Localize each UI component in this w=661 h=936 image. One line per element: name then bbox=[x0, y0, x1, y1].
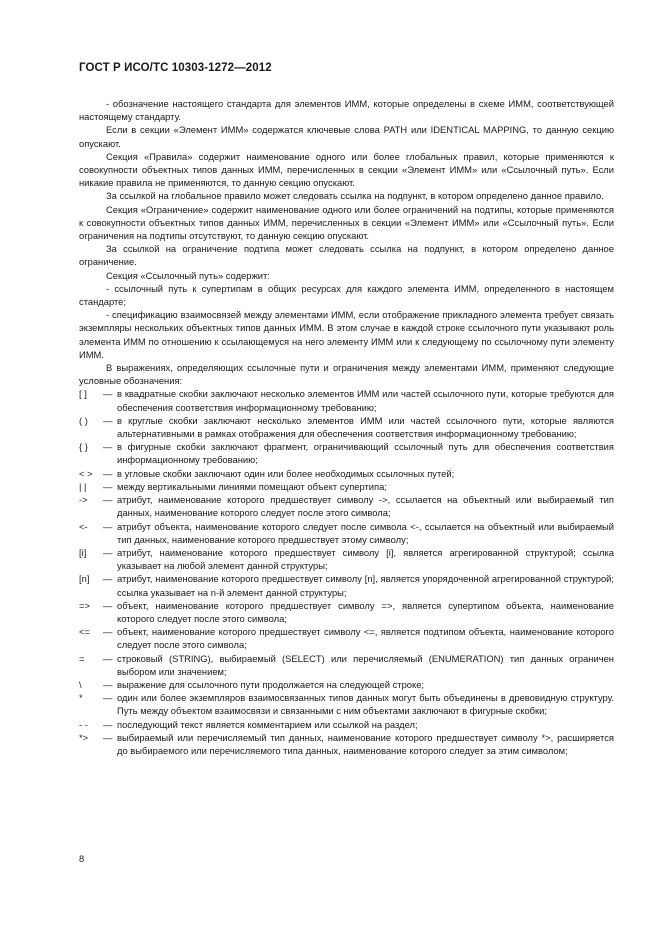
notation-dash: — bbox=[103, 480, 113, 492]
document-body bbox=[79, 97, 614, 757]
notation-text: между вертикальными линиями помещают объект супертипа; bbox=[117, 480, 387, 492]
paragraph: Секция «Правила» содержит наименование одного или более глобальных правил, которые применяются к совокупности объектных типов данных ИММ, перечисленных в секции «Элемент ИММ» или «Ссылочный путь». Если никакие правила не применяются, то данную секцию опускают. bbox=[79, 150, 614, 189]
notation-item bbox=[79, 572, 614, 598]
paragraph: - спецификацию взаимосвязей между элементами ИММ, если отображение прикладного элемента требует связать экземпляры нескольких объектных типов данных ИММ. В этом случае в каждой строке ссылочного пути указывают роль элемента ИММ по отношению к ссылающемуся на него элементу ИММ или к следующему по ссылочному пути элементу ИММ. bbox=[79, 309, 614, 360]
notation-item bbox=[79, 520, 614, 546]
notation-item bbox=[79, 480, 614, 493]
notation-text: один или более экземпляров взаимосвязанных типов данных могут быть объединены в древовидную структуру. Путь между объектом взаимосвязи и связанными с ним объектами заключают в фигурные скобки; bbox=[117, 692, 614, 717]
paragraph: Секция «Ссылочный путь» содержит: bbox=[106, 269, 270, 281]
notation-text: выбираемый или перечисляемый тип данных, наименование которого предшествует символу *>, расширяется до выбираемого или перечисляемого типа данных, наименование которого следует за этим символом; bbox=[117, 731, 614, 756]
notation-text: в круглые скобки заключают несколько элементов ИММ или частей ссылочного пути, которые являются альтернативными в рамках отображения для обеспечения соответствия информационному требованию; bbox=[117, 414, 614, 440]
notation-dash: — bbox=[103, 652, 113, 664]
notation-text: строковый (STRING), выбираемый (SELECT) или перечисляемый (ENUMERATION) тип данных ограничен выбором или значением; bbox=[117, 652, 614, 677]
notation-symbol: *> bbox=[79, 731, 89, 743]
paragraph: - обозначение настоящего стандарта для элементов ИММ, которые определены в схеме ИММ, соответствующей настоящему стандарту. bbox=[79, 98, 614, 123]
notation-dash: — bbox=[103, 520, 113, 532]
paragraph: Если в секции «Элемент ИММ» содержатся ключевые слова PATH или IDENTICAL MAPPING, то данную секцию опускают. bbox=[79, 124, 614, 149]
notation-text: атрибут, наименование которого предшествует символу [i], является агрегированной структурой; ссылка указывает на любой элемент данной структуры; bbox=[117, 546, 614, 572]
notation-symbol: - - bbox=[79, 718, 88, 730]
notation-item bbox=[79, 387, 614, 413]
notation-dash: — bbox=[103, 467, 113, 479]
notation-dash: — bbox=[103, 692, 113, 704]
paragraph: За ссылкой на ограничение подтипа может следовать ссылка на подпункт, в котором определено данное ограничение. bbox=[79, 243, 614, 268]
notation-text: атрибут, наименование которого предшествует символу ->, ссылается на объектный или выбираемый тип данных, наименование которого следует после этого символа; bbox=[117, 494, 614, 519]
notation-list bbox=[79, 387, 614, 757]
notation-symbol: { } bbox=[79, 441, 88, 453]
notation-item bbox=[79, 467, 614, 480]
notation-symbol: = bbox=[79, 652, 85, 664]
notation-dash: — bbox=[103, 494, 113, 506]
notation-symbol: -> bbox=[79, 494, 88, 506]
notation-symbol: | | bbox=[79, 480, 87, 492]
notation-item bbox=[79, 414, 614, 440]
notation-dash: — bbox=[103, 414, 113, 426]
notation-dash: — bbox=[103, 718, 113, 730]
paragraph: - ссылочный путь к супертипам в общих ресурсах для каждого элемента ИММ, определенного в настоящем стандарте; bbox=[79, 282, 614, 308]
notation-item bbox=[79, 625, 614, 651]
notation-item bbox=[79, 440, 614, 466]
notation-text: объект, наименование которого предшествует символу =>, является супертипом объекта, наименование которого следует после этого символа; bbox=[117, 599, 614, 624]
notation-dash: — bbox=[103, 388, 113, 400]
notation-symbol: <= bbox=[79, 626, 90, 638]
notation-text: атрибут объекта, наименование которого следует после символа <-, ссылается на объектный или выбираемый тип данных, наименование которого предшествует этому символу; bbox=[117, 520, 614, 545]
notation-symbol: <- bbox=[79, 520, 88, 532]
notation-dash: — bbox=[103, 441, 113, 453]
notation-dash: — bbox=[103, 546, 113, 558]
notation-text: в угловые скобки заключают один или более необходимых ссылочных путей; bbox=[117, 467, 455, 479]
page-number: 8 bbox=[79, 853, 85, 864]
notation-item bbox=[79, 493, 614, 519]
notation-text: атрибут, наименование которого предшествует символу [n], является упорядоченной агрегированной структурой; ссылка указывает на n-й элемент данной структуры; bbox=[117, 573, 614, 598]
notation-text: объект, наименование которого предшествует символу <=, является подтипом объекта, наименование которого следует после этого символа; bbox=[117, 626, 614, 651]
notation-symbol: => bbox=[79, 599, 90, 611]
notation-text: в квадратные скобки заключают несколько элементов ИММ или частей ссылочного пути, которые требуются для обеспечения соответствия информационному требованию; bbox=[117, 388, 614, 413]
notation-dash: — bbox=[103, 599, 113, 611]
notation-dash: — bbox=[103, 573, 113, 585]
notation-symbol: \ bbox=[79, 678, 82, 690]
paragraph: За ссылкой на глобальное правило может следовать ссылка на подпункт, в котором определено данное правило. bbox=[106, 190, 604, 202]
notation-dash: — bbox=[103, 626, 113, 638]
notation-item bbox=[79, 718, 614, 731]
notation-dash: — bbox=[103, 731, 113, 743]
notation-item bbox=[79, 599, 614, 625]
notation-symbol: ( ) bbox=[79, 414, 88, 426]
paragraph: Секция «Ограничение» содержит наименование одного или более ограничений на подтипы, которые применяются к совокупности объектных типов данных ИММ, перечисленных в секции «Элемент ИММ» или «Ссылочный путь». Если ограничения на подтипы отсутствуют, то данную секцию опускают. bbox=[79, 203, 614, 242]
notation-symbol: [i] bbox=[79, 546, 87, 558]
paragraph: В выражениях, определяющих ссылочные пути и ограничения между элементами ИММ, применяют следующие условные обозначения: bbox=[79, 362, 614, 387]
notation-item bbox=[79, 731, 614, 757]
notation-text: последующий текст является комментарием или ссылкой на раздел; bbox=[117, 718, 418, 730]
notation-text: выражение для ссылочного пути продолжается на следующей строке; bbox=[117, 678, 425, 690]
notation-item bbox=[79, 678, 614, 691]
notation-symbol: < > bbox=[79, 467, 93, 479]
notation-symbol: * bbox=[79, 692, 83, 704]
notation-symbol: [n] bbox=[79, 573, 90, 585]
notation-text: в фигурные скобки заключают фрагмент, ограничивающий ссылочный путь для обеспечения соответствия информационному требованию; bbox=[117, 441, 614, 466]
notation-symbol: [ ] bbox=[79, 388, 87, 400]
notation-item bbox=[79, 652, 614, 678]
document-header: ГОСТ Р ИСО/ТС 10303-1272—2012 bbox=[79, 62, 272, 74]
notation-item bbox=[79, 691, 614, 717]
notation-dash: — bbox=[103, 678, 113, 690]
notation-item bbox=[79, 546, 614, 572]
